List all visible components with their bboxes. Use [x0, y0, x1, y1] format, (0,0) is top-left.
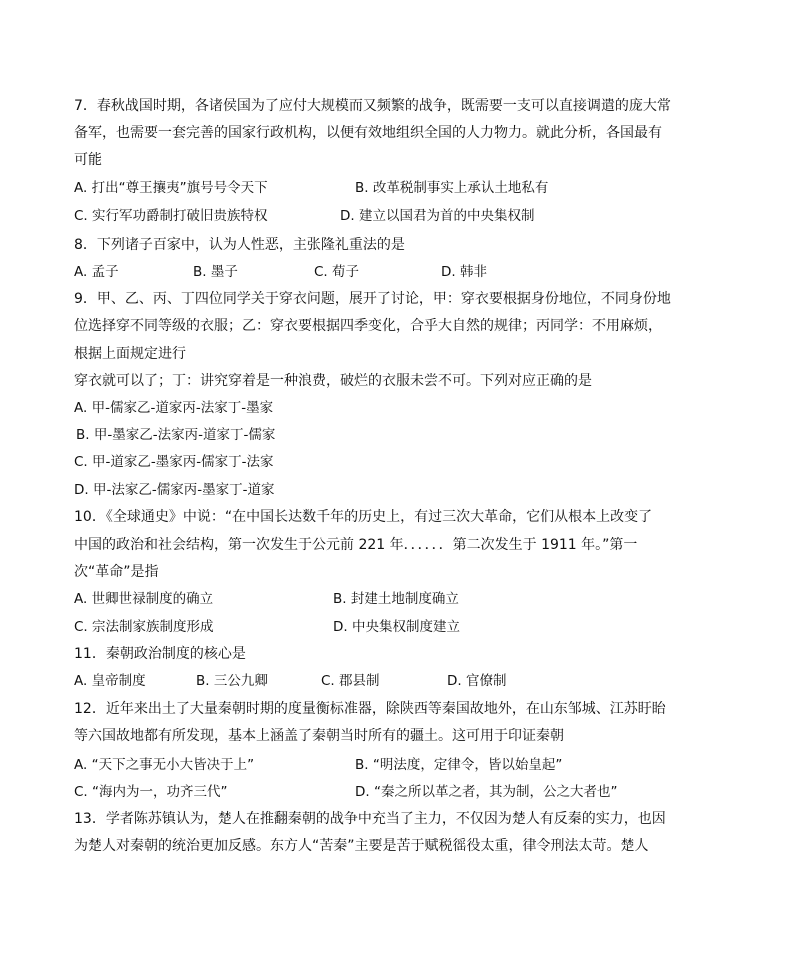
- q8-option-b: B. 墨子: [193, 264, 238, 280]
- q10-stem-line-2: 中国的政治和社会结构，第一次发生于公元前 221 年．．．．．．第二次发生于 1911 年。”第一: [74, 537, 638, 553]
- q11-option-b: B. 三公九卿: [196, 673, 268, 689]
- q7-option-b: B. 改革税制事实上承认土地私有: [355, 180, 549, 196]
- q7-option-c: C. 实行军功爵制打破旧贵族特权: [74, 208, 268, 224]
- q7-stem-line-3: 可能: [74, 152, 102, 168]
- q12-option-a: A. “天下之事无小大皆决于上”: [74, 757, 255, 773]
- q9-stem-line-2: 位选择穿不同等级的衣服；乙：穿衣要根据四季变化，合乎大自然的规律；丙同学：不用麻烦，: [74, 318, 662, 334]
- q8-option-a: A. 孟子: [74, 264, 119, 280]
- q9-stem-line-3: 根据上面规定进行: [74, 346, 186, 362]
- q13-stem-line-1: 13．学者陈苏镇认为，楚人在推翻秦朝的战争中充当了主力，不仅因为楚人有反秦的实力，也因: [74, 811, 666, 827]
- q10-option-a: A. 世卿世禄制度的确立: [74, 591, 214, 607]
- q7-option-d: D. 建立以国君为首的中央集权制: [340, 208, 535, 224]
- q7-stem-line-2: 备军，也需要一套完善的国家行政机构，以便有效地组织全国的人力物力。就此分析，各国最有: [74, 125, 662, 141]
- q12-option-b: B. “明法度，定律令，皆以始皇起”: [355, 757, 563, 773]
- q8-stem-line-1: 8．下列诸子百家中，认为人性恶，主张隆礼重法的是: [74, 237, 405, 253]
- q7-option-a: A. 打出“尊王攘夷”旗号号令天下: [74, 180, 268, 196]
- q8-option-d: D. 韩非: [441, 264, 487, 280]
- q12-stem-line-1: 12．近年来出土了大量秦朝时期的度量衡标准器，除陕西等秦国故地外，在山东邹城、江苏盱眙: [74, 701, 666, 717]
- q12-stem-line-2: 等六国故地都有所发现，基本上涵盖了秦朝当时所有的疆土。这可用于印证秦朝: [74, 728, 564, 744]
- q9-option-c: C. 甲-道家乙-墨家丙-儒家丁-法家: [74, 454, 274, 470]
- q7-stem-line-1: 7．春秋战国时期，各诸侯国为了应付大规模而又频繁的战争，既需要一支可以直接调遣的庞大常: [74, 98, 671, 114]
- q11-option-d: D. 官僚制: [447, 673, 507, 689]
- q10-stem-line-1: 10．《全球通史》中说：“在中国长达数千年的历史上，有过三次大革命，它们从根本上改变了: [74, 509, 653, 525]
- q8-option-c: C. 荀子: [314, 264, 360, 280]
- q9-stem-line-4: 穿衣就可以了；丁：讲究穿着是一种浪费，破烂的衣服未尝不可。下列对应正确的是: [74, 373, 592, 389]
- q9-option-d: D. 甲-法家乙-儒家丙-墨家丁-道家: [74, 482, 275, 498]
- q12-option-d: D. “秦之所以革之者，其为制，公之大者也”: [355, 784, 618, 800]
- q10-option-b: B. 封建土地制度确立: [333, 591, 459, 607]
- q9-option-b: B. 甲-墨家乙-法家丙-道家丁-儒家: [76, 427, 276, 443]
- q10-option-c: C. 宗法制家族制度形成: [74, 619, 214, 635]
- q13-stem-line-2: 为楚人对秦朝的统治更加反感。东方人“苦秦”主要是苦于赋税徭役太重，律令刑法太苛。楚人: [74, 838, 649, 854]
- q9-stem-line-1: 9．甲、乙、丙、丁四位同学关于穿衣问题，展开了讨论，甲：穿衣要根据身份地位，不同身份地: [74, 291, 671, 307]
- q11-option-a: A. 皇帝制度: [74, 673, 146, 689]
- q9-option-a: A. 甲-儒家乙-道家丙-法家丁-墨家: [74, 400, 274, 416]
- q10-stem-line-3: 次“革命”是指: [74, 564, 159, 580]
- q10-option-d: D. 中央集权制度建立: [333, 619, 460, 635]
- q11-option-c: C. 郡县制: [321, 673, 380, 689]
- q11-stem-line-1: 11．秦朝政治制度的核心是: [74, 646, 246, 662]
- q12-option-c: C. “海内为一，功齐三代”: [74, 784, 228, 800]
